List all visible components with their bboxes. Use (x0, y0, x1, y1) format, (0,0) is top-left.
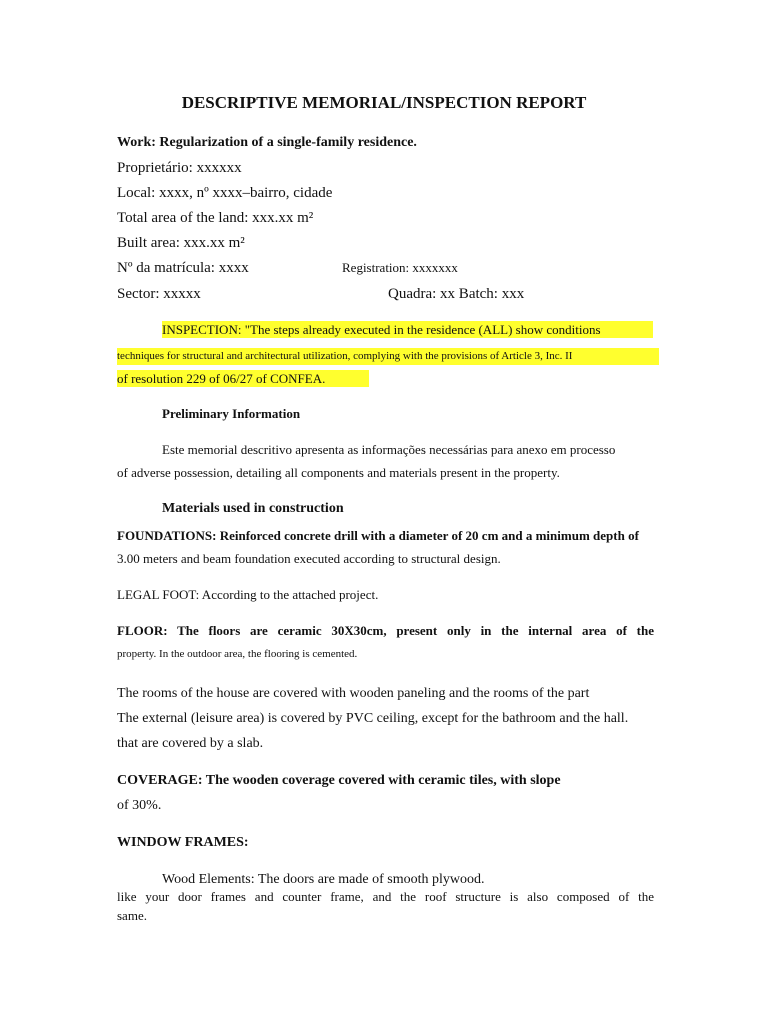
land-area-line: Total area of the land: xxx.xx m² (117, 210, 314, 226)
legal-foot-line: LEGAL FOOT: According to the attached project. (117, 587, 379, 602)
rooms-line-2: The external (leisure area) is covered by PVC ceiling, except for the bathroom and the hall. (117, 711, 629, 726)
owner-line: Proprietário: xxxxxx (117, 160, 242, 176)
coverage-line-1: COVERAGE: The wooden coverage covered with ceramic tiles, with slope (117, 773, 561, 788)
matricula-line: Nº da matrícula: xxxx (117, 260, 249, 276)
materials-heading: Materials used in construction (162, 501, 344, 516)
coverage-line-2: of 30%. (117, 798, 162, 813)
registration-line: Registration: xxxxxxx (342, 260, 458, 275)
inspection-line-1: INSPECTION: "The steps already executed in the residence (ALL) show conditions (162, 321, 653, 338)
quadra-batch-line: Quadra: xx Batch: xxx (388, 286, 525, 302)
floor-text: The floors are ceramic 30X30cm, present only in the internal area of the (177, 623, 654, 638)
sector-line: Sector: xxxxx (117, 286, 201, 302)
foundations-line-2: 3.00 meters and beam foundation executed according to structural design. (117, 551, 501, 566)
foundations-text: Reinforced concrete drill with a diameter of 20 cm and a minimum depth of (219, 528, 639, 543)
preliminary-line-1: Este memorial descritivo apresenta as informações necessárias para anexo em processo (162, 442, 616, 457)
foundations-line-1 (117, 529, 639, 542)
page-title: DESCRIPTIVE MEMORIAL/INSPECTION REPORT (181, 93, 587, 112)
floor-line-2: property. In the outdoor area, the flooring is cemented. (117, 648, 358, 660)
built-area-line: Built area: xxx.xx m² (117, 235, 245, 251)
inspection-line-3: of resolution 229 of 06/27 of CONFEA. (117, 370, 369, 387)
foundations-label: FOUNDATIONS: (117, 528, 217, 543)
window-frames-heading: WINDOW FRAMES: (117, 835, 249, 850)
wood-elements-line-1: Wood Elements: The doors are made of smooth plywood. (162, 872, 485, 887)
wood-elements-line-3: same. (117, 908, 147, 923)
work-line: Work: Regularization of a single-family residence. (117, 135, 417, 150)
floor-label: FLOOR: (117, 623, 168, 638)
local-line: Local: xxxx, nº xxxx–bairro, cidade (117, 185, 333, 201)
wood-elements-line-2: like your door frames and counter frame, and the roof structure is also composed of the (117, 889, 654, 904)
rooms-line-3: that are covered by a slab. (117, 736, 264, 751)
preliminary-line-2: of adverse possession, detailing all components and materials present in the property. (117, 465, 560, 480)
inspection-line-2: techniques for structural and architectural utilization, complying with the provisions of Article 3, Inc. II (117, 348, 659, 365)
preliminary-heading: Preliminary Information (162, 406, 301, 421)
floor-line-1 (117, 624, 654, 637)
rooms-line-1: The rooms of the house are covered with wooden paneling and the rooms of the part (117, 686, 590, 701)
